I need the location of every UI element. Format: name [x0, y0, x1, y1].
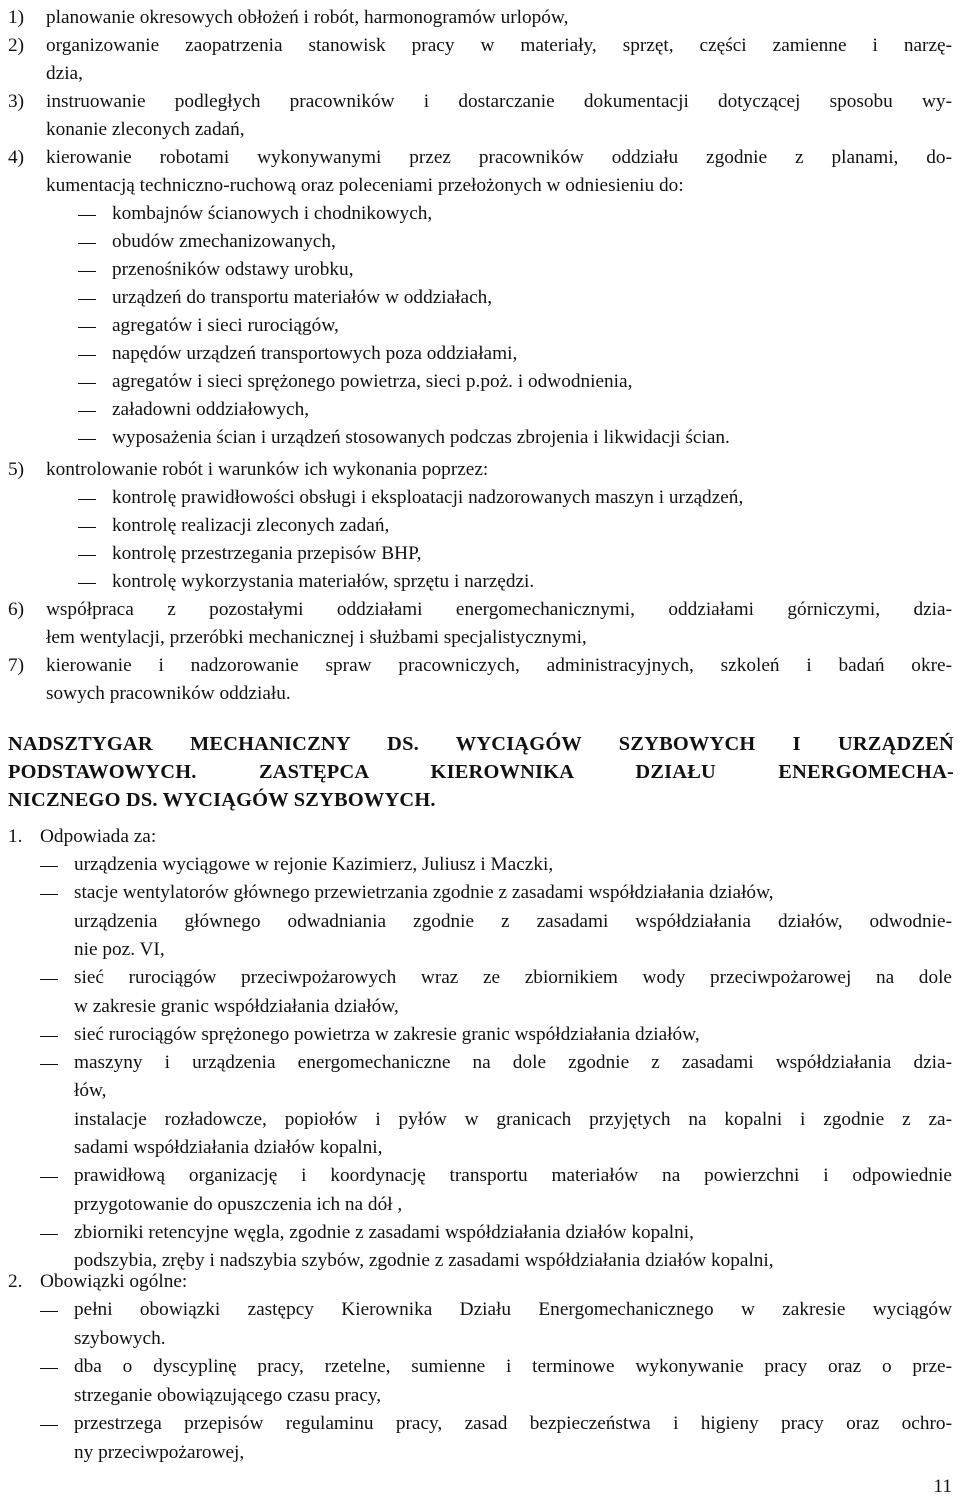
list-item-line: przygotowanie do opuszczenia ich na dół ,	[74, 1193, 403, 1215]
list-item-line: sieć rurociągów przeciwpożarowych wraz ze zbiornikiem wody przeciwpożarowej na dole	[74, 967, 952, 989]
list-item-line: w zakresie granic współdziałania działów,	[74, 995, 399, 1017]
list-item-line: pełni obowiązki zastępcy Kierownika Działu Energomechanicznego w zakresie wyciągów	[74, 1299, 952, 1320]
list-item-line: łem wentylacji, przeróbki mechanicznej i służbami specjalistycznymi,	[46, 627, 587, 648]
section-heading: NADSZTYGAR MECHANICZNY DS. WYCIĄGÓW SZYBOWYCH I URZĄDZEŃ	[8, 733, 954, 755]
list-item-line: kontrolę prawidłowości obsługi i eksploatacji nadzorowanych maszyn i urządzeń,	[112, 487, 744, 508]
dash-bullet	[40, 1368, 58, 1369]
list-item-line: dzia,	[46, 63, 83, 84]
list-item-line: przestrzega przepisów regulaminu pracy, zasad bezpieczeństwa i higieny pracy oraz ochro-	[74, 1413, 952, 1435]
list-item-line: łów,	[74, 1080, 107, 1102]
dash-bullet	[78, 215, 96, 216]
list-item-line: szybowych.	[74, 1327, 166, 1349]
list-item-line: prawidłową organizację i koordynację transportu materiałów na powierzchni i odpowiednie	[74, 1165, 952, 1187]
dash-bullet	[78, 411, 96, 412]
dash-bullet	[78, 527, 96, 528]
dash-bullet	[78, 299, 96, 300]
list-item-line: kontrolę przestrzegania przepisów BHP,	[112, 543, 422, 564]
list-item-line: dba o dyscyplinę pracy, rzetelne, sumienne i terminowe wykonywanie pracy oraz o prze-	[74, 1356, 952, 1378]
list-item-line: urządzeń do transportu materiałów w oddziałach,	[112, 287, 493, 308]
list-item-line: kombajnów ścianowych i chodnikowych,	[112, 203, 433, 224]
list-item-line: kierowanie robotami wykonywanymi przez pracowników oddziału zgodnie z planami, do-	[46, 147, 952, 168]
list-item-line: sieć rurociągów sprężonego powietrza w zakresie granic współdziałania działów,	[74, 1023, 700, 1045]
list-item-line: przenośników odstawy urobku,	[112, 259, 354, 280]
dash-bullet	[78, 327, 96, 328]
list-item-line: obudów zmechanizowanych,	[112, 231, 336, 252]
section-heading: NICZNEGO DS. WYCIĄGÓW SZYBOWYCH.	[8, 789, 436, 811]
dash-bullet	[40, 1425, 58, 1426]
list-item-line: instruowanie podległych pracowników i dostarczanie dokumentacji dotyczącej sposobu wy-	[46, 91, 952, 112]
list-item-line: strzeganie obowiązującego czasu pracy,	[74, 1384, 382, 1406]
list-item-line: napędów urządzeń transportowych poza oddziałami,	[112, 343, 518, 364]
list-item-line: organizowanie zaopatrzenia stanowisk pracy w materiały, sprzęt, części zamienne i narzę-	[46, 35, 952, 56]
section-heading: PODSTAWOWYCH. ZASTĘPCA KIEROWNIKA DZIAŁU ENERGOMECHA-	[8, 761, 954, 783]
list-item-line: stacje wentylatorów głównego przewietrzania zgodnie z zasadami współdziałania działów,	[74, 882, 774, 904]
dash-bullet	[40, 866, 58, 867]
list-item-line: ny przeciwpożarowej,	[74, 1442, 245, 1463]
dash-bullet	[78, 439, 96, 440]
dash-bullet	[78, 555, 96, 556]
list-item-line: podszybia, zręby i nadszybia szybów, zgodnie z zasadami współdziałania działów kopalni,	[74, 1250, 774, 1272]
list-item-line: kontrolę wykorzystania materiałów, sprzętu i narzędzi.	[112, 571, 535, 592]
dash-bullet	[40, 1036, 58, 1037]
list-item-line: zbiorniki retencyjne węgla, zgodnie z zasadami współdziałania działów kopalni,	[74, 1221, 694, 1243]
list-item-line: urządzenia głównego odwadniania zgodnie z zasadami współdziałania działów, odwodnie-	[74, 910, 952, 932]
dash-bullet	[78, 355, 96, 356]
list-item-line: nie poz. VI,	[74, 938, 165, 960]
page-number: 11	[933, 1476, 952, 1497]
list-item-line: agregatów i sieci sprężonego powietrza, sieci p.poż. i odwodnienia,	[112, 371, 633, 392]
dash-bullet	[40, 979, 58, 980]
list-item-line: sowych pracowników oddziału.	[46, 683, 291, 704]
dash-bullet	[40, 1064, 58, 1065]
dash-bullet	[78, 271, 96, 272]
dash-bullet	[78, 243, 96, 244]
document-page: 1) planowanie okresowych obłożeń i robót, harmonogramów urlopów, 2) organizowanie zaopatrzenia stanowisk pracy w materiały, sprzęt, części zamienne i narzę- dzia, 3) instruowanie podległych pracowników i dostarczanie dokumentacji dotyczącej sposobu wy- konanie zleconych zadań, 4) kierowanie robotami wykonywanymi przez pracowników oddziału zgodnie z planami, do- kumentacją techniczno-ruchową oraz poleceniami przełożonych w odniesieniu do: kombajnów ścianowych i chodnikowych, obudów zmechanizowanych, przenośników odstawy urobku, urządzeń do transportu materiałów w oddziałach, agregatów i sieci rurociągów, napędów urządzeń transportowych poza oddziałami, agregatów i sieci sprężonego powietrza, sieci p.poż. i odwodnienia, załadowni oddziałowych, wyposażenia ścian i urządzeń stosowanych podczas zbrojenia i likwidacji ścian. 5) kontrolowanie robót i warunków ich wykonania poprzez: kontrolę prawidłowości obsługi i eksploatacji nadzorowanych maszyn i urządzeń, kontrolę realizacji zleconych zadań, kontrolę przestrzegania przepisów BHP, kontrolę wykorzystania materiałów, sprzętu i narzędzi. 6) współpraca z pozostałymi oddziałami energomechanicznymi, oddziałami górniczymi, dzia- łem wentylacji, przeróbki mechanicznej i służbami specjalistycznymi, 7) kierowanie i nadzorowanie spraw pracowniczych, administracyjnych, szkoleń i badań okre- sowych pracowników oddziału. NADSZTYGAR MECHANICZNY DS. WYCIĄGÓW SZYBOWYCH I URZĄDZEŃ PODSTAWOWYCH. ZASTĘPCA KIEROWNIKA DZIAŁU ENERGOMECHA- NICZNEGO DS. WYCIĄGÓW SZYBOWYCH. 1. Odpowiada za: urządzenia wyciągowe w rejonie Kazimierz, Juliusz i Maczki, stacje wentylatorów głównego przewietrzania zgodnie z zasadami współdziałania działów, urządzenia głównego odwadniania zgodnie z zasadami współdziałania działów, odwodnie- nie poz. VI, sieć rurociągów przeciwpożarowych wraz ze zbiornikiem wody przeciwpożarowej na dole w zakresie granic współdziałania działów, sieć rurociągów sprężonego powietrza w zakresie granic współdziałania działów, maszyny i urządzenia energomechaniczne na dole zgodnie z zasadami współdziałania dzia- łów, instalacje rozładowcze, popiołów i pyłów w granicach przyjętych na kopalni i zgodnie z za- sadami współdziałania działów kopalni, prawidłową organizację i koordynację transportu materiałów na powierzchni i odpowiednie przygotowanie do opuszczenia ich na dół , zbiorniki retencyjne węgla, zgodnie z zasadami współdziałania działów kopalni, podszybia, zręby i nadszybia szybów, zgodnie z zasadami współdziałania działów kopalni, 2. Obowiązki ogólne: pełni obowiązki zastępcy Kierownika Działu Energomechanicznego w zakresie wyciągów szybowych. dba o dyscyplinę pracy, rzetelne, sumienne i terminowe wykonywanie pracy oraz o prze- strzeganie obowiązującego czasu pracy, przestrzega przepisów regulaminu pracy, zasad bezpieczeństwa i higieny pracy oraz ochro- ny przeciwpożarowej, 11	[8, 7, 954, 1497]
dash-bullet	[78, 583, 96, 584]
dash-bullet	[78, 499, 96, 500]
list-item-line: sadami współdziałania działów kopalni,	[74, 1137, 383, 1158]
list-item-line: załadowni oddziałowych,	[112, 399, 310, 420]
list-item-line: maszyny i urządzenia energomechaniczne na dole zgodnie z zasadami współdziałania dzia-	[74, 1052, 952, 1074]
dash-bullet	[78, 383, 96, 384]
list-item-line: kierowanie i nadzorowanie spraw pracowniczych, administracyjnych, szkoleń i badań okre-	[46, 655, 952, 676]
list-item-line: kumentacją techniczno-ruchową oraz poleceniami przełożonych w odniesieniu do:	[46, 175, 684, 196]
dash-bullet	[40, 1234, 58, 1235]
dash-bullet	[40, 1177, 58, 1178]
list-item-line: urządzenia wyciągowe w rejonie Kazimierz, Juliusz i Maczki,	[74, 854, 554, 875]
list-item-line: konanie zleconych zadań,	[46, 119, 245, 140]
list-item-line: wyposażenia ścian i urządzeń stosowanych podczas zbrojenia i likwidacji ścian.	[112, 427, 730, 448]
list-item-line: instalacje rozładowcze, popiołów i pyłów w granicach przyjętych na kopalni i zgodnie z za-	[74, 1108, 952, 1130]
list-item-line: agregatów i sieci rurociągów,	[112, 315, 339, 336]
list-item-line: kontrolę realizacji zleconych zadań,	[112, 515, 390, 536]
dash-bullet	[40, 894, 58, 895]
dash-bullet	[40, 1311, 58, 1312]
list-item-line: współpraca z pozostałymi oddziałami energomechanicznymi, oddziałami górniczymi, dzia-	[46, 599, 952, 620]
